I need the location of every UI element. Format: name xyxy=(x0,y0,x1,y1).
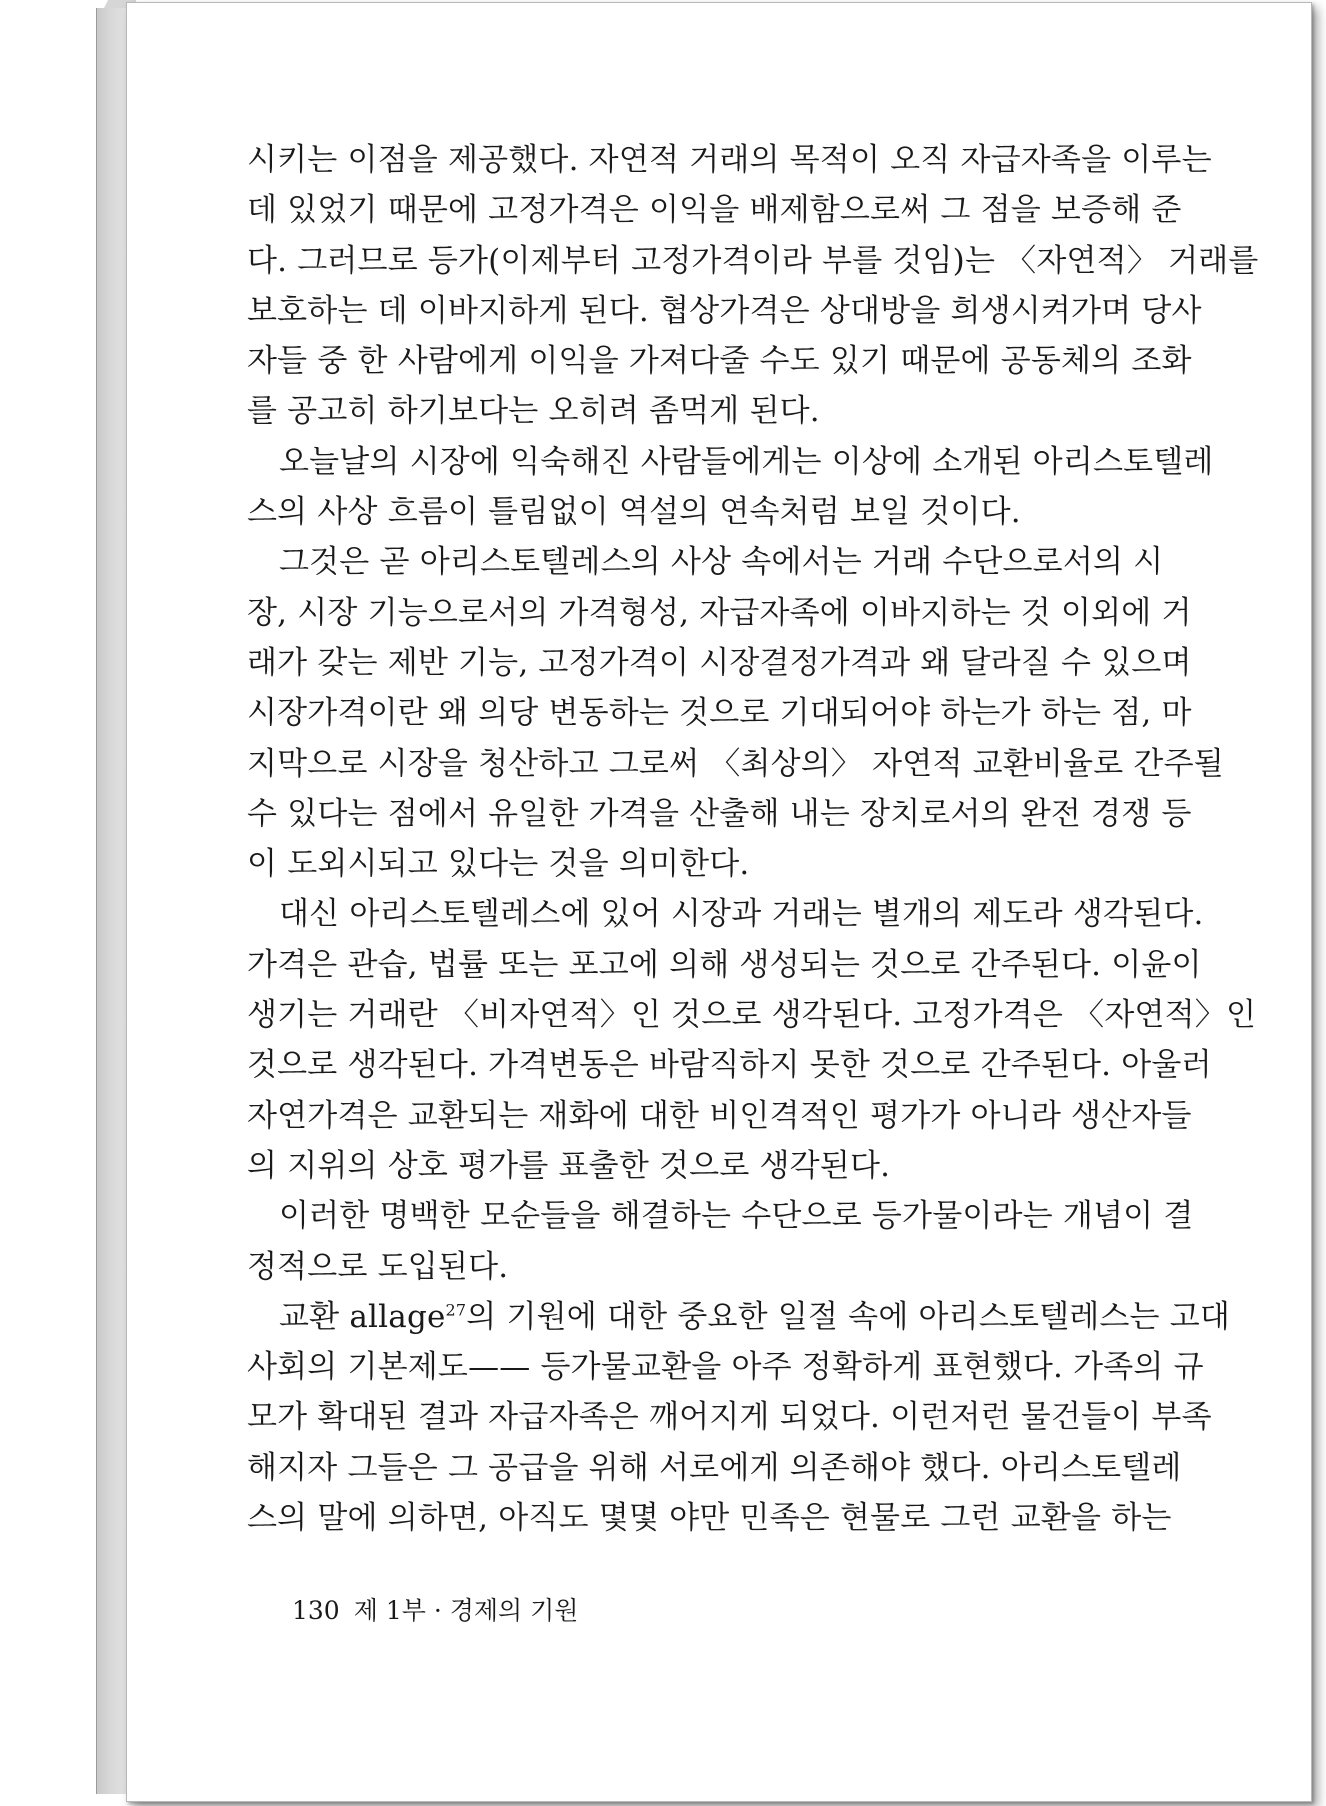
text-line: 이 도외시되고 있다는 것을 의미한다. xyxy=(247,846,750,883)
book-page xyxy=(126,2,1312,1802)
page-footer xyxy=(292,1591,592,1627)
text-line: 를 공고히 하기보다는 오히려 좀먹게 된다. xyxy=(247,393,820,430)
text-line: 모가 확대된 결과 자급자족은 깨어지게 되었다. 이런저런 물건들이 부족 xyxy=(247,1399,1212,1436)
text-line: 자연가격은 교환되는 재화에 대한 비인격적인 평가가 아니라 생산자들 xyxy=(247,1097,1192,1134)
paragraph xyxy=(247,889,1257,1191)
page-body xyxy=(247,135,1259,1543)
page-number: 130 xyxy=(292,1596,340,1625)
text-line: 가격은 관습, 법률 또는 포고에 의해 생성되는 것으로 간주된다. 이윤이 xyxy=(247,946,1202,983)
text-line: 것으로 생각된다. 가격변동은 바람직하지 못한 것으로 간주된다. 아울러 xyxy=(247,1047,1212,1084)
text-line: 해지자 그들은 그 공급을 위해 서로에게 의존해야 했다. 아리스토텔레 xyxy=(247,1449,1182,1486)
text-line: 그것은 곧 아리스토텔레스의 사상 속에서는 거래 수단으로서의 시 xyxy=(279,544,1164,581)
text-line xyxy=(247,1292,1231,1342)
footnote-marker: 27 xyxy=(445,1300,467,1320)
text-line: 보호하는 데 이바지하게 된다. 협상가격은 상대방을 희생시켜가며 당사 xyxy=(247,292,1202,329)
paragraph xyxy=(247,437,1214,538)
text-line: 스의 사상 흐름이 틀림없이 역설의 연속처럼 보일 것이다. xyxy=(247,494,1021,531)
text-line: 오늘날의 시장에 익숙해진 사람들에게는 이상에 소개된 아리스토텔레 xyxy=(279,443,1214,480)
text-line: 수 있다는 점에서 유일한 가격을 산출해 내는 장치로서의 완전 경쟁 등 xyxy=(247,795,1192,832)
running-title: 제 1부 · 경제의 기원 xyxy=(353,1596,579,1625)
text-line: 의 지위의 상호 평가를 표출한 것으로 생각된다. xyxy=(247,1147,891,1184)
text-line: 대신 아리스토텔레스에 있어 시장과 거래는 별개의 제도라 생각된다. xyxy=(279,896,1204,933)
allage-term: 교환 allage xyxy=(279,1298,446,1335)
text-line: 사회의 기본제도—— 등가물교환을 아주 정확하게 표현했다. 가족의 규 xyxy=(247,1349,1204,1386)
text-line: 지막으로 시장을 청산하고 그로써 〈최상의〉 자연적 교환비율로 간주될 xyxy=(247,745,1224,782)
text-span: 의 기원에 대한 중요한 일절 속에 아리스토텔레스는 고대 xyxy=(466,1298,1231,1335)
text-line: 데 있었기 때문에 고정가격은 이익을 배제함으로써 그 점을 보증해 준 xyxy=(247,192,1182,229)
text-line: 다. 그러므로 등가(이제부터 고정가격이라 부를 것임)는 〈자연적〉 거래를 xyxy=(247,242,1259,279)
paragraph xyxy=(247,1191,1194,1292)
text-line: 시장가격이란 왜 의당 변동하는 것으로 기대되어야 하는가 하는 점, 마 xyxy=(247,695,1192,732)
text-line: 장, 시장 기능으로서의 가격형성, 자급자족에 이바지하는 것 이외에 거 xyxy=(247,594,1192,631)
text-line: 스의 말에 의하면, 아직도 몇몇 야만 민족은 현물로 그런 교환을 하는 xyxy=(247,1500,1172,1537)
text-line: 이러한 명백한 모순들을 해결하는 수단으로 등가물이라는 개념이 결 xyxy=(279,1198,1194,1235)
text-line: 래가 갖는 제반 기능, 고정가격이 시장결정가격과 왜 달라질 수 있으며 xyxy=(247,644,1192,681)
text-line: 정적으로 도입된다. xyxy=(247,1248,509,1285)
paragraph xyxy=(247,537,1224,889)
paragraph xyxy=(247,135,1259,437)
text-line: 시키는 이점을 제공했다. 자연적 거래의 목적이 오직 자급자족을 이루는 xyxy=(247,142,1212,178)
text-line: 자들 중 한 사람에게 이익을 가져다줄 수도 있기 때문에 공동체의 조화 xyxy=(247,343,1192,380)
text-line: 생기는 거래란 〈비자연적〉인 것으로 생각된다. 고정가격은 〈자연적〉인 xyxy=(247,997,1257,1034)
paragraph xyxy=(247,1292,1231,1543)
